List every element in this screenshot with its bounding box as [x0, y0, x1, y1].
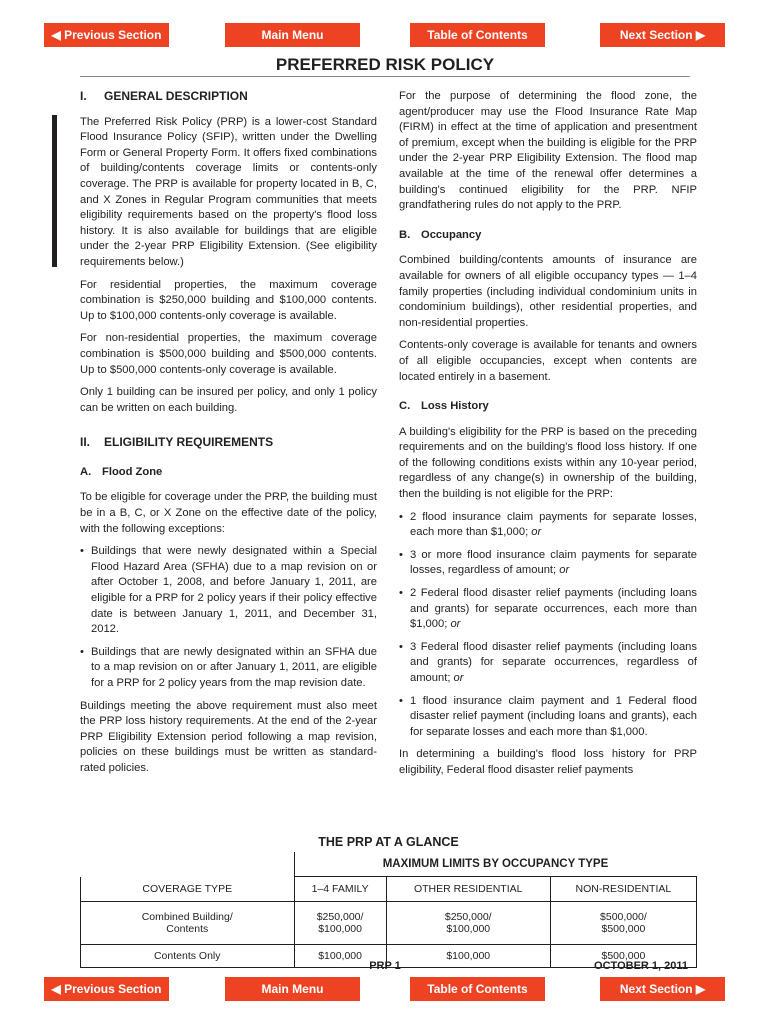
paragraph: For non-residential properties, the maximum coverage combination is $500,000 building and $500,000 contents. Up to $500,000 contents-only coverage is available. — [80, 332, 377, 376]
subsection-title: Loss History — [421, 400, 489, 413]
table-cell: $100,000 — [294, 945, 386, 968]
list-item: • 1 flood insurance claim payment and 1 Federal flood disaster relief payment (including loans and grants), each for separate losses and each more than $1,000. — [399, 694, 697, 741]
table-cell: $500,000/ $500,000 — [550, 902, 696, 945]
max-limits-header: MAXIMUM LIMITS BY OCCUPANCY TYPE — [294, 852, 697, 877]
subsection-heading-occupancy — [399, 228, 697, 244]
main-menu-button[interactable]: Main Menu — [225, 977, 360, 1001]
column-header-coverage-type: COVERAGE TYPE — [81, 877, 295, 902]
table-of-contents-button[interactable]: Table of Contents — [410, 977, 545, 1001]
section-heading-general-description — [80, 89, 377, 105]
paragraph: The Preferred Risk Policy (PRP) is a lower-cost Standard Flood Insurance Policy (SFIP), written under the Dwelling Form or General Property Form. It offers fixed combinations of building/contents coverage limits or contents-only coverage. The PRP is available for property located in B, C, and X Zones in Regular Program communities that meets eligibility requirements based on the property's flood loss history. It is also available for buildings that are eligible under the 2-year PRP Eligibility Extension. (See eligibility requirements below.) — [80, 115, 377, 268]
section-number: II. — [80, 435, 91, 450]
list-item: • 2 flood insurance claim payments for separate losses, each more than $1,000; or — [399, 510, 697, 541]
list-item: • 3 Federal flood disaster relief payments (including loans and grants) for separate occurrences, regardless of amount; or — [399, 640, 697, 687]
list-item: • 2 Federal flood disaster relief payments (including loans and grants) for separate occurrences, each more than $1,000; or — [399, 586, 697, 633]
column-header-other-residential: OTHER RESIDENTIAL — [386, 877, 550, 902]
table-cell: $500,000 — [550, 945, 696, 968]
section-title: GENERAL DESCRIPTION — [104, 89, 248, 103]
next-section-button[interactable]: Next Section ▶ — [600, 23, 725, 47]
section-number: I. — [80, 89, 87, 103]
exceptions-list — [80, 544, 377, 691]
page-number: PRP 1 — [369, 960, 401, 972]
next-section-button[interactable]: Next Section ▶ — [600, 977, 725, 1001]
table-cell: $250,000/ $100,000 — [386, 902, 550, 945]
section-heading-eligibility — [80, 435, 377, 451]
paragraph: Buildings meeting the above requirement must also meet the PRP loss history requirements. At the end of the 2-year PRP Eligibility Extension period following a map revision, policies on these buildings must be written as standard-rated policies. — [80, 699, 377, 774]
glance-table — [80, 852, 697, 968]
table-row — [81, 902, 697, 945]
list-item: • Buildings that are newly designated within an SFHA due to a map revision on or after January 1, 2011, are eligible for a PRP for 2 policy years from the map revision date. — [80, 645, 377, 692]
change-bar — [52, 115, 57, 267]
subsection-title: Flood Zone — [102, 465, 163, 478]
table-cell: Combined Building/ Contents — [81, 902, 295, 945]
paragraph: For residential properties, the maximum coverage combination is $250,000 building and $100,000 contents. Up to $100,000 contents-only coverage is available. — [80, 278, 377, 322]
conditions-list — [399, 510, 697, 741]
subsection-letter: B. — [399, 228, 411, 241]
table-of-contents-button[interactable]: Table of Contents — [410, 23, 545, 47]
list-item: • Buildings that were newly designated within a Special Flood Hazard Area (SFHA) due to a map revision on or after October 1, 2008, and before January 1, 2011, are eligible for a PRP for 2 policy years if their policy effective date is between January 1, 2011, and December 31, 2012. — [80, 544, 377, 638]
paragraph: A building's eligibility for the PRP is based on the preceding requirements and on the building's flood loss history. If one of the following conditions exists within any 10-year period, regardless of any change(s) in ownership of the building, then the building is not eligible for the PRP: — [399, 425, 697, 501]
bottom-navigation — [0, 974, 770, 1004]
footer-date: OCTOBER 1, 2011 — [594, 960, 688, 972]
paragraph: Contents-only coverage is available for tenants and owners of all eligible occupancies, except when contents are located entirely in a basement. — [399, 339, 697, 383]
list-item: • 3 or more flood insurance claim payments for separate losses, regardless of amount; or — [399, 548, 697, 579]
paragraph: Only 1 building can be insured per policy, and only 1 policy can be written on each building. — [80, 386, 377, 414]
subsection-heading-flood-zone — [80, 465, 377, 481]
subsection-letter: A. — [80, 465, 92, 478]
subsection-title: Occupancy — [421, 228, 482, 241]
column-header-non-residential: NON-RESIDENTIAL — [550, 877, 696, 902]
column-header-1-4-family: 1–4 FAMILY — [294, 877, 386, 902]
paragraph: Combined building/contents amounts of insurance are available for owners of all eligible occupancy types — 1–4 family properties (including individual condominium units in condominium buildings), other residential properties, and non-residential properties. — [399, 254, 697, 329]
page-title: PREFERRED RISK POLICY — [275, 55, 495, 74]
table-cell: $250,000/ $100,000 — [294, 902, 386, 945]
paragraph: In determining a building's flood loss history for PRP eligibility, Federal flood disaster relief payments — [399, 748, 697, 776]
paragraph: For the purpose of determining the flood zone, the agent/producer may use the Flood Insurance Rate Map (FIRM) in effect at the time of application and presentment of premium, except when the building is eligible for the PRP under the 2-year PRP Eligibility Extension. The flood map available at the time of the renewal offer determines a building's continued eligibility for the PRP. NFIP grandfathering rules do not apply to the PRP. — [399, 90, 697, 212]
previous-section-button[interactable]: ◀ Previous Section — [44, 977, 169, 1001]
main-menu-button[interactable]: Main Menu — [225, 23, 360, 47]
previous-section-button[interactable]: ◀ Previous Section — [44, 23, 169, 47]
paragraph: To be eligible for coverage under the PRP, the building must be in a B, C, or X Zone on the effective date of the policy, with the following exceptions: — [80, 491, 377, 535]
section-title: ELIGIBILITY REQUIREMENTS — [104, 435, 274, 450]
subsection-letter: C. — [399, 400, 411, 413]
title-rule — [80, 76, 690, 77]
table-cell: $100,000 — [386, 945, 550, 968]
glance-table-title: THE PRP AT A GLANCE — [318, 835, 459, 849]
table-cell: Contents Only — [81, 945, 295, 968]
subsection-heading-loss-history — [399, 399, 697, 415]
top-navigation — [0, 20, 770, 50]
left-column — [80, 89, 377, 784]
right-column — [399, 89, 697, 786]
